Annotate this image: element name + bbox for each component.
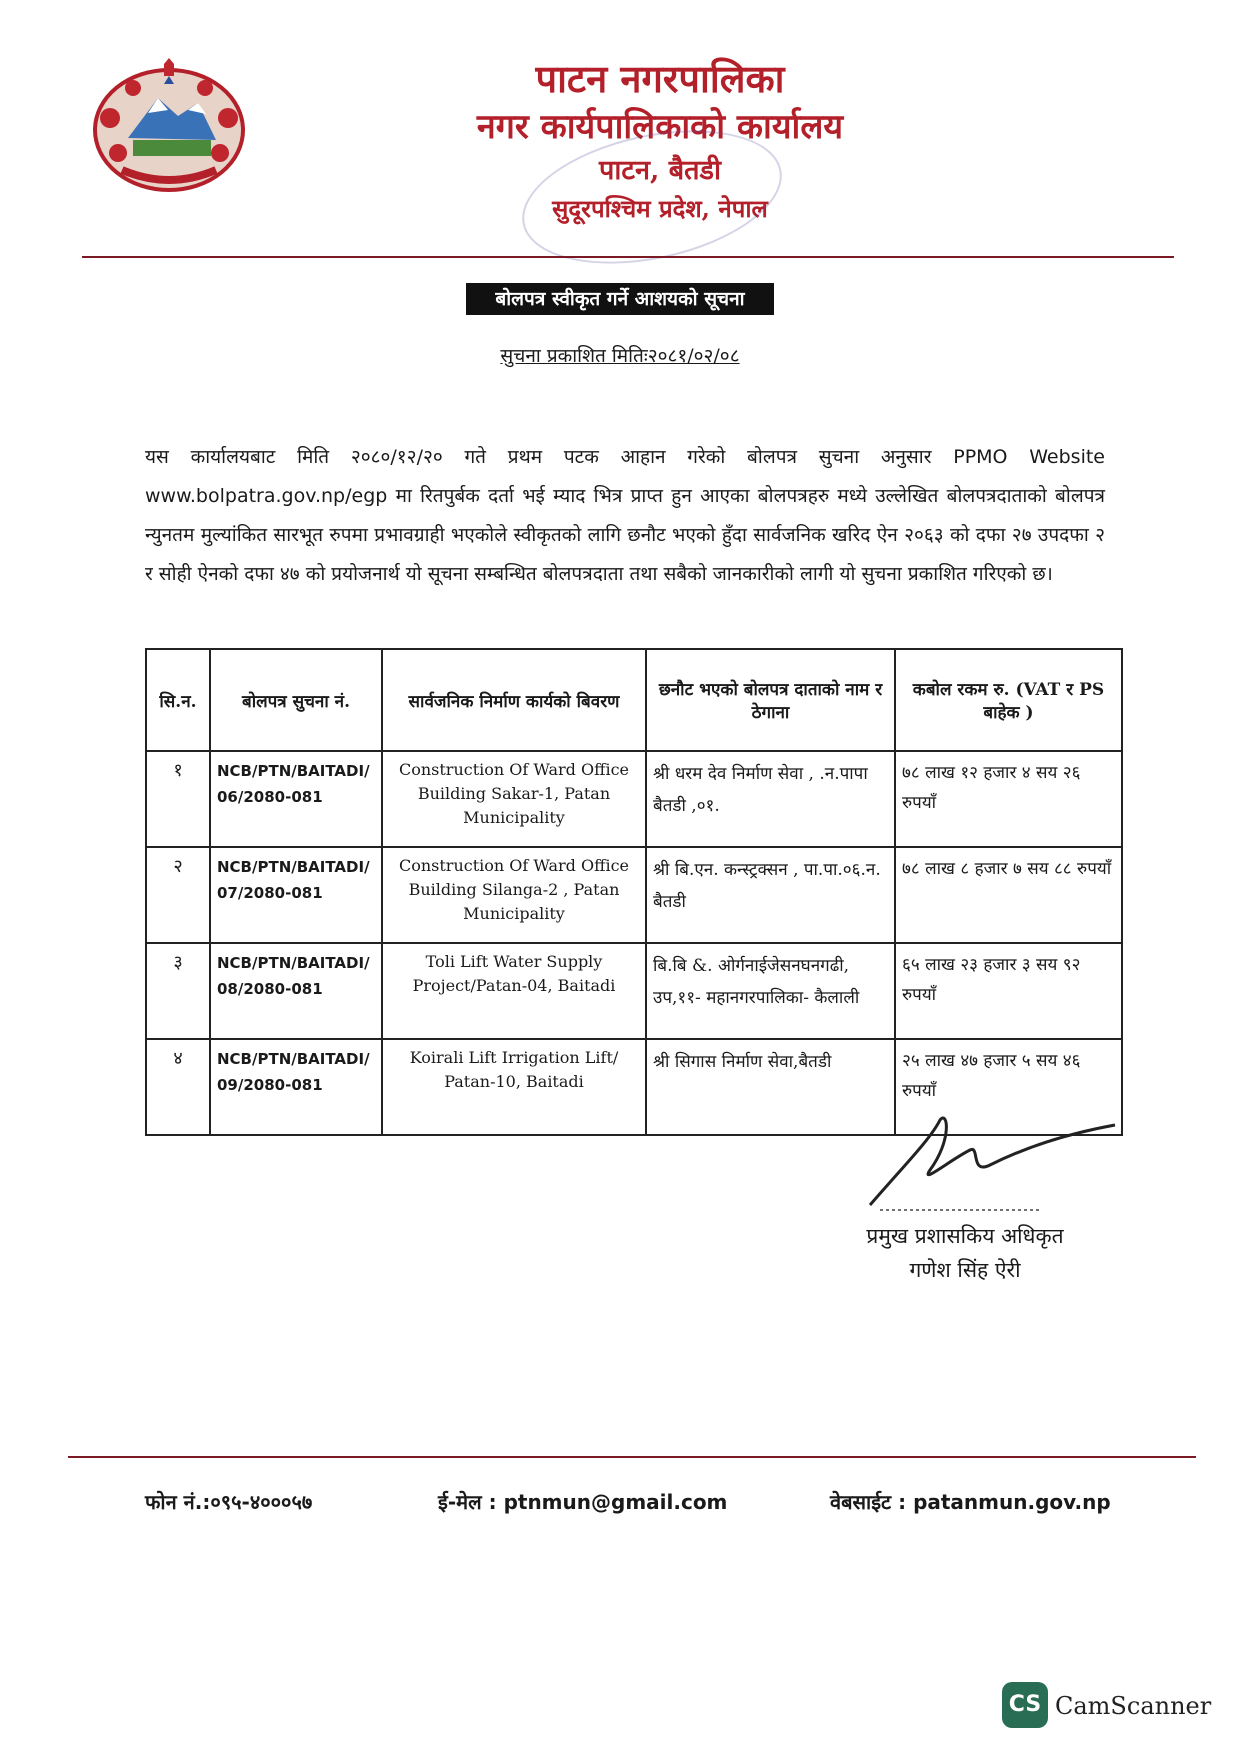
footer-divider bbox=[68, 1456, 1196, 1458]
row-notice-no: NCB/PTN/BAITADI/ 07/2080-081 bbox=[210, 847, 382, 943]
row-description: Koirali Lift Irrigation Lift/ Patan-10, Baitadi bbox=[382, 1039, 646, 1135]
signature-mark bbox=[860, 1110, 1120, 1220]
row-amount: ७८ लाख १२ हजार ४ सय २६ रुपयाँ bbox=[895, 751, 1122, 847]
signatory-title: प्रमुख प्रशासकिय अधिकृत bbox=[866, 1224, 1064, 1248]
footer-phone: फोन नं.:०९५-४०००५७ bbox=[145, 1490, 313, 1514]
col-description: सार्वजनिक निर्माण कार्यको बिवरण bbox=[382, 649, 646, 751]
office-location: पाटन, बैतडी bbox=[599, 155, 721, 186]
row-bidder: बि.बि &. ओर्गनाईजेसनघनगढी, उप,११- महानगरपालिका- कैलाली bbox=[646, 943, 895, 1039]
row-description: Construction Of Ward Office Building Silanga-2 , Patan Municipality bbox=[382, 847, 646, 943]
row-bidder: श्री सिगास निर्माण सेवा,बैतडी bbox=[646, 1039, 895, 1135]
row-description: Construction Of Ward Office Building Sakar-1, Patan Municipality bbox=[382, 751, 646, 847]
row-description: Toli Lift Water Supply Project/Patan-04, Baitadi bbox=[382, 943, 646, 1039]
municipality-name: पाटन नगरपालिका bbox=[535, 56, 785, 101]
col-notice-no: बोलपत्र सुचना नं. bbox=[210, 649, 382, 751]
signatory-name: गणेश सिंह ऐरी bbox=[909, 1258, 1021, 1282]
table-row bbox=[146, 751, 1122, 847]
row-bidder: श्री बि.एन. कन्स्ट्रक्सन , पा.पा.०६.न. बैतडी bbox=[646, 847, 895, 943]
selected-bids-table bbox=[145, 648, 1123, 1136]
row-serial: ४ bbox=[146, 1039, 210, 1135]
row-amount: ७८ लाख ८ हजार ७ सय ८८ रुपयाँ bbox=[895, 847, 1122, 943]
table-row bbox=[146, 847, 1122, 943]
publish-date: सुचना प्रकाशित मितिः२०८१/०२/०८ bbox=[500, 345, 740, 367]
office-name: नगर कार्यपालिकाको कार्यालय bbox=[476, 107, 844, 147]
row-serial: २ bbox=[146, 847, 210, 943]
row-serial: १ bbox=[146, 751, 210, 847]
row-notice-no: NCB/PTN/BAITADI/ 08/2080-081 bbox=[210, 943, 382, 1039]
row-serial: ३ bbox=[146, 943, 210, 1039]
row-amount: ६५ लाख २३ हजार ३ सय ९२ रुपयाँ bbox=[895, 943, 1122, 1039]
row-notice-no: NCB/PTN/BAITADI/ 06/2080-081 bbox=[210, 751, 382, 847]
footer-website: वेबसाईट : patanmun.gov.np bbox=[830, 1490, 1111, 1514]
header-divider bbox=[82, 256, 1174, 258]
footer-email: ई-मेल : ptnmun@gmail.com bbox=[438, 1490, 728, 1514]
table-header-row bbox=[146, 649, 1122, 751]
row-notice-no: NCB/PTN/BAITADI/ 09/2080-081 bbox=[210, 1039, 382, 1135]
col-bidder: छनौट भएको बोलपत्र दाताको नाम र ठेगाना bbox=[646, 649, 895, 751]
row-amount: २५ लाख ४७ हजार ५ सय ४६ रुपयाँ bbox=[895, 1039, 1122, 1135]
camscanner-logo: CS bbox=[1002, 1682, 1048, 1728]
col-amount: कबोल रकम रु. (VAT र PS बाहेक ) bbox=[895, 649, 1122, 751]
camscanner-label: CamScanner bbox=[1055, 1692, 1212, 1720]
col-serial: सि.न. bbox=[146, 649, 210, 751]
notice-body: यस कार्यालयबाट मिति २०८०/१२/२० गते प्रथम पटक आहान गरेको बोलपत्र सुचना अनुसार PPMO Website www.bolpatra.gov.np/egp मा रितपुर्बक दर्ता भई म्याद भित्र प्राप्त हुन आएका बोलपत्रहरु मध्ये उल्लेखित बोलपत्रदाताको बोलपत्र न्युनतम मुल्यांकित सारभूत रुपमा प्रभावग्राही भएकोले स्वीकृतको लागि छनौट भएको हुँदा सार्वजनिक खरिद ऐन २०६३ को दफा २७ उपदफा २ र सोही ऐनको दफा ४७ को प्रयोजनार्थ यो सूचना सम्बन्धित बोलपत्रदाता तथा सबैको जानकारीको लागी यो सुचना प्रकाशित गरिएको छ। bbox=[145, 446, 1105, 585]
table-row bbox=[146, 943, 1122, 1039]
row-bidder: श्री धरम देव निर्माण सेवा , .न.पापा बैतडी ,०१. bbox=[646, 751, 895, 847]
notice-title: बोलपत्र स्वीकृत गर्ने आशयको सूचना bbox=[466, 283, 774, 315]
province-name: सुदूरपश्चिम प्रदेश, नेपाल bbox=[552, 194, 768, 223]
